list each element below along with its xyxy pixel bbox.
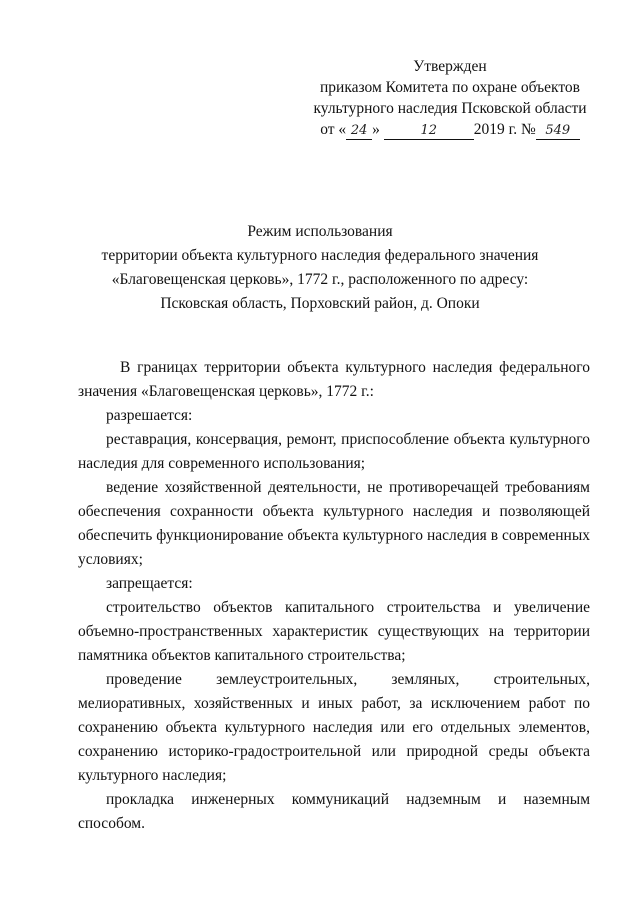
approval-committee-line: культурного наследия Псковской области <box>313 100 587 117</box>
prohibited-heading: запрещается: <box>106 575 193 592</box>
approval-order-line: приказом Комитета по охране объектов <box>319 79 580 96</box>
approval-date-line <box>290 119 610 140</box>
title-line-2: территории объекта культурного наследия федерального значения <box>101 247 539 264</box>
handwritten-day: 24 <box>346 123 372 140</box>
approval-stamp <box>290 56 610 140</box>
prohibited-item-1: строительство объектов капитального строительства и увеличение объемно-пространственных характеристик существующих на территории памятника объектов капитального строительства; <box>78 599 590 664</box>
allowed-heading: разрешается: <box>106 407 193 424</box>
intro-paragraph: В границах территории объекта культурного наследия федерального значения «Благовещенская церковь», 1772 г.: <box>78 359 590 400</box>
document-title <box>60 220 580 316</box>
document-body <box>78 356 590 836</box>
prohibited-item-3: прокладка инженерных коммуникаций надземным и наземным способом. <box>78 791 590 832</box>
handwritten-month: 12 <box>384 123 474 140</box>
date-prefix: от « <box>320 121 347 138</box>
title-line-1: Режим использования <box>247 223 393 240</box>
prohibited-item-2: проведение землеустроительных, земляных, строительных, мелиоративных, хозяйственных и иных работ, за исключением работ по сохранению объекта культурного наследия или его отдельных элементов, сохранению историко-градостроительной или природной среды объекта культурного наследия; <box>78 671 590 784</box>
date-year-number: 2019 г. № <box>473 121 536 138</box>
title-line-3: «Благовещенская церковь», 1772 г., расположенного по адресу: <box>111 271 529 288</box>
title-line-4: Псковская область, Порховский район, д. Опоки <box>160 295 480 312</box>
handwritten-order-number: 549 <box>536 123 580 140</box>
approval-title: Утвержден <box>413 58 487 75</box>
allowed-item-2: ведение хозяйственной деятельности, не противоречащей требованиям обеспечения сохранности объекта культурного наследия и позволяющей обеспечить функционирование объекта культурного наследия в современных условиях; <box>78 479 590 568</box>
date-quote-close: » <box>372 121 380 138</box>
allowed-item-1: реставрация, консервация, ремонт, приспособление объекта культурного наследия для современного использования; <box>78 431 590 472</box>
